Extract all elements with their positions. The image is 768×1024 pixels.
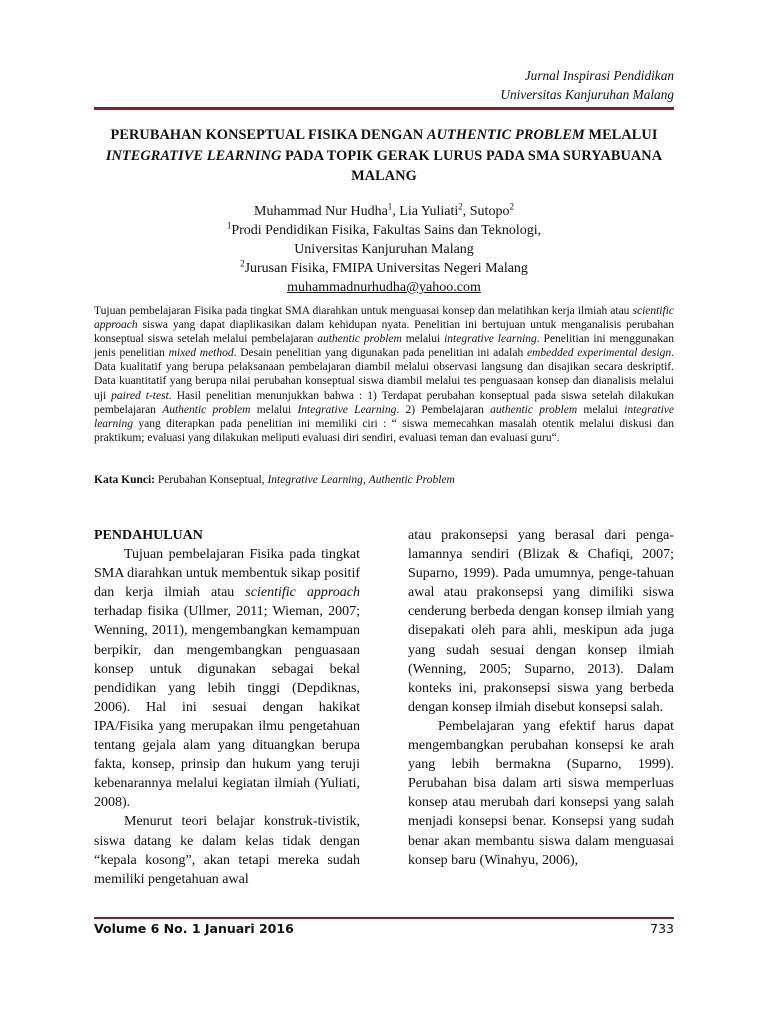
title-italic-text: INTEGRATIVE LEARNING [105,147,282,164]
affiliation-2 [94,259,674,278]
author-name: Sutopo [469,204,510,219]
paragraph-text: Tujuan pembelajaran Fisika pada tingkat SMA diarahkan untuk membentuk sikap positif dan kerja ilmiah atau [94,547,360,601]
author-affiliation-mark: 1 [387,201,393,212]
author-separator: , [392,204,400,219]
title-text: PERUBAHAN KONSEPTUAL FISIKA DENGAN [110,127,427,143]
body-column-left [94,526,360,889]
abstract-text: melalui [401,333,445,346]
header-divider [94,107,674,110]
keywords [94,473,674,487]
author-names [94,202,674,221]
affiliation-text: Prodi Pendidikan Fisika, Fakultas Sains dan Teknologi, [231,223,542,238]
body-paragraph: Menurut teori belajar konstruk-tivistik, siswa datang ke dalam kelas tidak dengan “kepala kosong”, akan tetapi mereka sudah memiliki pengetahuan awal [94,814,360,887]
title-italic-text: AUTHENTIC PROBLEM [427,127,585,143]
keyword-text: Perubahan Konseptual, [155,474,268,486]
journal-running-head [500,66,674,104]
author-email-row [94,278,674,297]
abstract-italic-term: paired t-test [111,389,169,402]
affiliation-text: Jurusan Fisika, FMIPA Universitas Negeri Malang [244,261,528,276]
abstract-text: . Data kualitatif yang berupa pelaksanaan pembelajaran diambil melalui observasi langsung dan disajikan secara deskriptif. Data kuantitatif yang berupa nilai perubahan konseptual siswa diambil melalui tes penguasaan konsep dan dianalisis melalui uji [94,347,674,402]
keyword-italic: Authentic Problem [368,474,455,486]
abstract-italic-term: authentic problem [317,333,402,346]
abstract-text: . Penelitian ini menggunakan jenis penelitian [94,333,674,360]
footer-page-number: 733 [650,921,674,936]
title-text: MELALUI [584,127,658,143]
paragraph-italic-term: scientific approach [245,585,360,601]
author-affiliation-mark: 2 [458,201,463,212]
affiliation-1 [94,221,674,240]
abstract-italic-term: Integrative Learning [297,403,397,416]
author-email-link[interactable]: muhammadnurhudha@yahoo.com [287,280,481,295]
body-paragraph: atau prakonsepsi yang berasal dari penga-lamannya sendiri (Blizak & Chafiqi, 2007; Suparno, 1999). Pada umumnya, penge-tahuan awal atau prakonsepsi yang dimiliki siswa cenderung berbeda dengan konsep ilmiah yang disepakati oleh para ahli, meskipun ada juga yang sudah sesuai dengan konsep ilmiah (Wenning, 2005; Suparno, 2013). Dalam konteks ini, prakonsepsi siswa yang berbeda dengan konsep ilmiah disebut konsepsi salah. [408,528,674,715]
abstract-text: melalui [250,403,298,416]
abstract-text: . Hasil penelitian menunjukkan bahwa : 1) Terdapat perubahan konseptual pada siswa setelah dilakukan pembelajaran [94,389,675,416]
author-separator: , [462,204,470,219]
abstract-italic-term: integrative learning [94,403,674,430]
article-title [94,125,674,187]
keyword-italic: Integrative Learning [267,474,363,486]
section-heading: PENDAHULUAN [94,528,203,543]
abstract-italic-term: mixed method [168,347,234,360]
journal-institution: Universitas Kanjuruhan Malang [500,87,674,102]
body-paragraph [94,545,360,812]
abstract-italic-term: embedded experimental design [526,347,672,360]
footer-divider [94,917,674,919]
affiliation-mark: 2 [240,258,245,269]
abstract [94,304,674,445]
abstract-text: Tujuan pembelajaran Fisika pada tingkat SMA diarahkan untuk menguasai konsep dan melatihkan kerja ilmiah atau [94,305,633,317]
abstract-text: . Desain penelitian yang digunakan pada penelitian ini adalah [233,347,527,360]
author-name: Lia Yuliati [399,204,459,219]
author-block [94,202,674,297]
author-affiliation-mark: 2 [509,201,514,212]
body-paragraph: Pembelajaran yang efektif harus dapat mengembangkan perubahan konsepsi ke arah yang lebih bermakna (Suparno, 1999). Perubahan bisa dalam arti siswa memperluas konsep atau merubah dari konsepsi yang salah menjadi konsepsi benar. Konsepsi yang sudah benar akan membantu siswa dalam menguasai konsep baru (Winahyu, 2006), [408,718,674,868]
keywords-label: Kata Kunci: [94,474,156,486]
affiliation-1-institution: Universitas Kanjuruhan Malang [294,242,474,257]
abstract-text: yang diterapkan pada penelitian ini memiliki ciri : “ siswa memecahkan masalah otentik melalui diskusi dan praktikum; evaluasi yang dilakukan meliputi evaluasi diri sendiri, evaluasi teman dan evaluasi guru“. [94,417,674,444]
keyword-separator: , [362,474,369,486]
abstract-italic-term: integrative learning [444,333,537,346]
title-text: PADA TOPIK GERAK LURUS PADA SMA SURYABUANA MALANG [281,147,663,184]
footer-volume: Volume 6 No. 1 Januari 2016 [94,921,294,936]
affiliation-mark: 1 [226,220,232,231]
abstract-italic-term: scientific approach [94,305,674,332]
abstract-italic-term: Authentic problem [162,403,251,416]
paragraph-text: terhadap fisika (Ullmer, 2011; Wieman, 2007; Wenning, 2011), mengembangkan kemampuan berpikir, dan mengembangkan penguasaan konsep untuk digunakan sebagai bekal pendidikan yang lebih tinggi (Depdiknas, 2006). Hal ini sesuai dengan hakikat IPA/Fisika yang merupakan ilmu pengetahuan tentang gejala alam yang dituangkan berupa fakta, konsep, prinsip dan hukum yang teruji kebenarannya melalui kegiatan ilmiah (Yuliati, 2008). [94,604,360,811]
journal-name: Jurnal Inspirasi Pendidikan [524,68,674,83]
abstract-text: siswa yang dapat diaplikasikan dalam kehidupan nyata. Penelitian ini bertujuan untuk menganalisis perubahan konseptual siswa setelah melalui pembelajaran [94,319,674,346]
abstract-text: . 2) Pembelajaran [396,403,491,416]
body-column-right [408,526,674,870]
author-name: Muhammad Nur Hudha [254,204,388,219]
abstract-text: melalui [577,403,625,416]
abstract-italic-term: authentic problem [490,403,578,416]
